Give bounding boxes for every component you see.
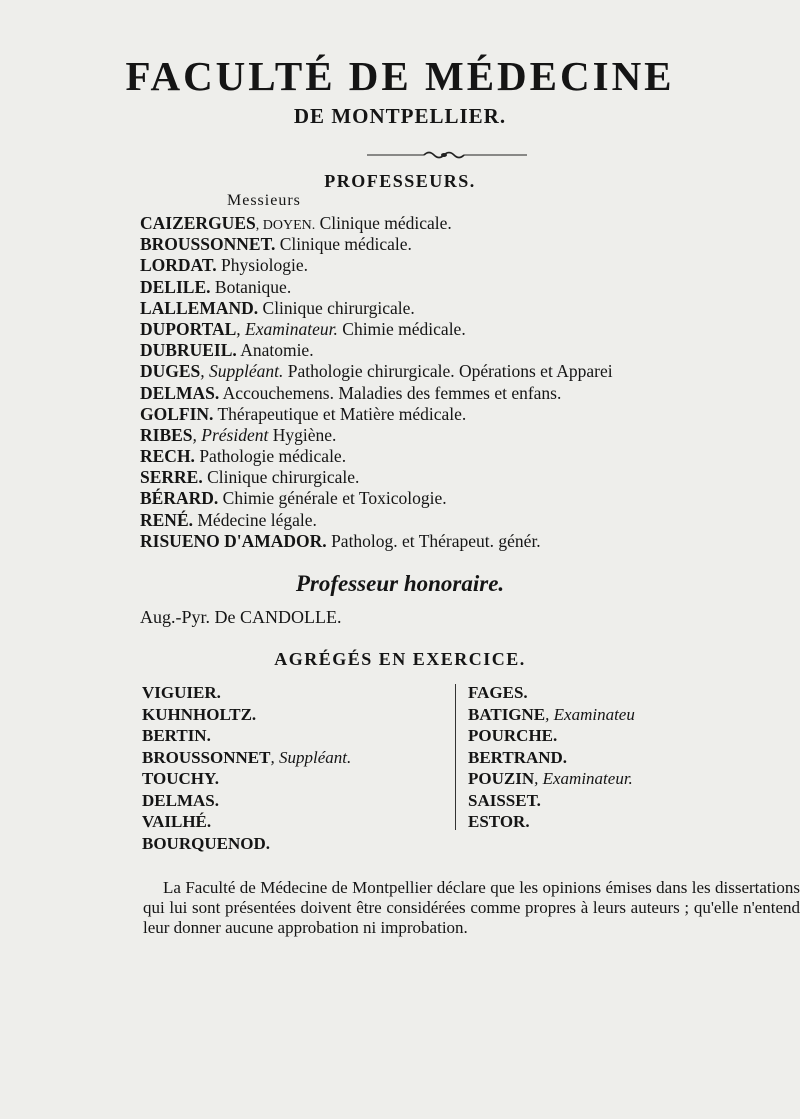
list-item: GOLFIN. Thérapeutique et Matière médicale. [140,403,467,424]
list-item: DUBRUEIL. Anatomie. [140,340,314,361]
list-item: DUGES, Suppléant. Pathologie chirurgicale. Opérations et Apparei [140,361,613,382]
list-item: BERTRAND. [468,747,568,767]
list-item: BROUSSONNET. Clinique médicale. [140,234,412,255]
list-item: POURCHE. [468,726,558,745]
list-item: DUPORTAL, Examinateur. Chimie médicale. [140,318,466,339]
list-item: LORDAT. Physiologie. [140,255,309,276]
list-item: LALLEMAND. Clinique chirurgicale. [140,297,415,318]
professeurs-heading: PROFESSEURS. [324,171,476,191]
list-item: DELMAS. [142,790,219,810]
list-item: VIGUIER. [142,683,221,702]
salutation: Messieurs [227,192,301,209]
page-title: FACULTÉ DE MÉDECINE [125,53,675,99]
agreges-left-list [142,682,351,854]
list-item: FAGES. [468,683,528,702]
disclaimer-paragraph: La Faculté de Médecine de Montpellier déclare que les opinions émises dans les dissertations qui lui sont présentées doivent être considérées comme propres à leurs auteurs ; qu'elle n'entend leur donner aucune approbation ni improbation. [143,878,800,937]
honoraire-heading: Professeur honoraire. [295,571,505,596]
list-item: RISUENO D'AMADOR. Patholog. et Thérapeut. génér. [140,530,541,551]
list-item: KUHNHOLTZ. [142,704,257,724]
list-item: BATIGNE, Examinateu [468,704,635,724]
list-item: CAIZERGUES, DOYEN. Clinique médicale. [140,213,452,233]
list-item: BOURQUENOD. [142,833,270,853]
honoraire-name: Aug.-Pyr. De CANDOLLE. [140,607,342,627]
agreges-right-list [468,682,635,833]
list-item: TOUCHY. [142,769,219,788]
list-item: SAISSET. [468,790,541,810]
list-item: DELILE. Botanique. [140,276,292,297]
ornament-divider [367,148,527,162]
list-item: RECH. Pathologie médicale. [140,446,347,467]
column-divider [455,684,456,830]
page-subtitle: DE MONTPELLIER. [293,104,507,128]
list-item: SERRE. Clinique chirurgicale. [140,467,360,488]
list-item: BROUSSONNET, Suppléant. [142,747,352,767]
list-item: DELMAS. Accouchemens. Maladies des femmes et enfans. [140,382,562,403]
list-item: VAILHÉ. [142,812,212,831]
list-item: BÉRARD. Chimie générale et Toxicologie. [140,488,447,509]
list-item: ESTOR. [468,812,530,831]
list-item: BERTIN. [142,726,211,745]
list-item: POUZIN, Examinateur. [468,769,633,788]
list-item: RIBES, Président Hygiène. [140,424,337,445]
agreges-heading: AGRÉGÉS EN EXERCICE. [274,649,526,669]
list-item: RENÉ. Médecine légale. [140,509,317,530]
professeurs-list [140,213,800,552]
